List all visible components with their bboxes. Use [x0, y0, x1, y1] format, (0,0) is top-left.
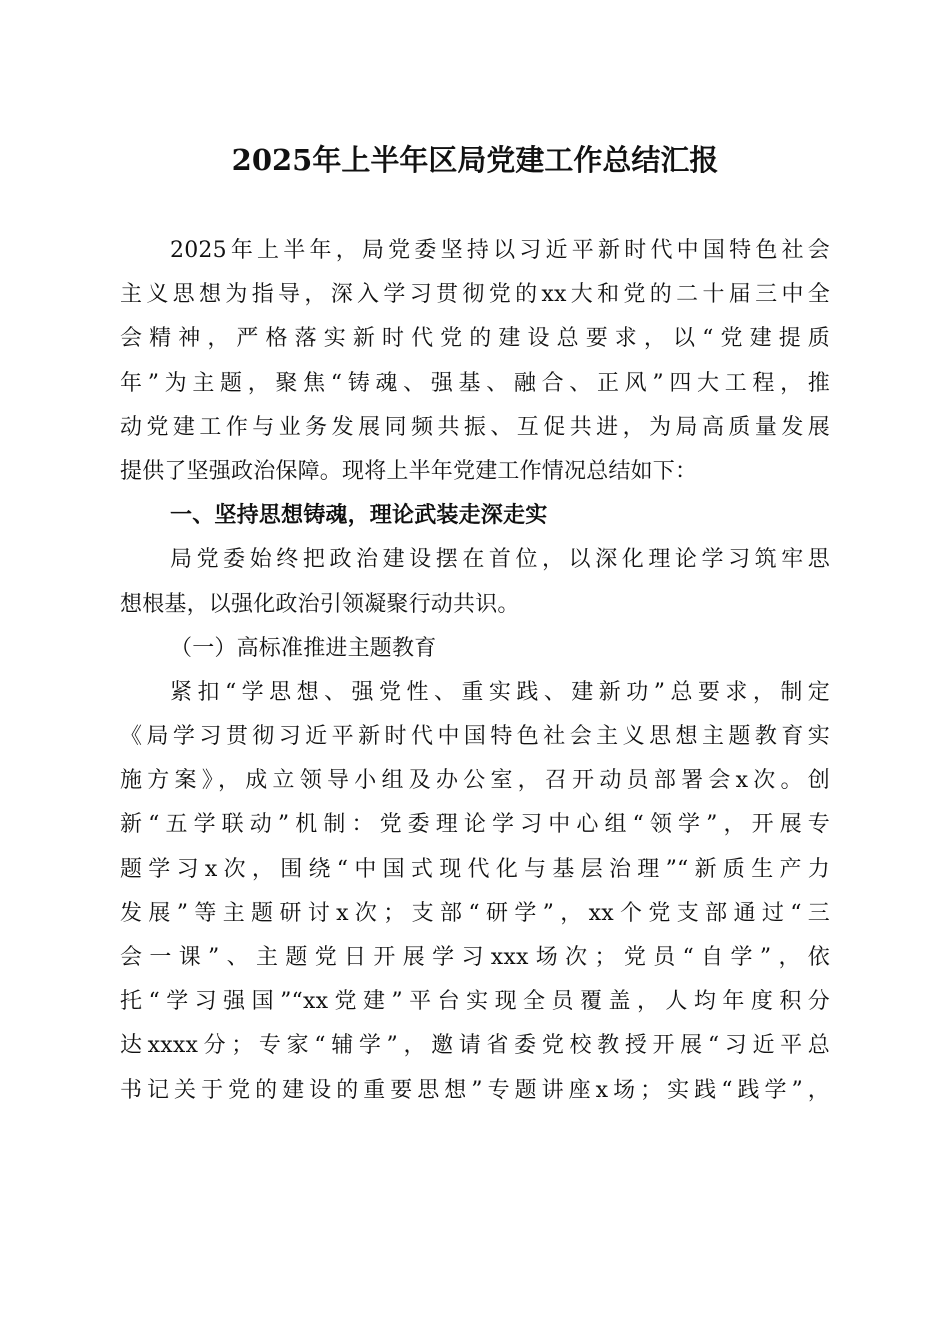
subsection-heading: （一）高标准推进主题教育 [170, 635, 437, 661]
paragraph-line: 提供了坚强政治保障。现将上半年党建工作情况总结如下： [120, 458, 698, 484]
paragraph-line: 局党委始终把政治建设摆在首位，以深化理论学习筑牢思 [170, 547, 830, 573]
document-body [120, 229, 830, 1113]
paragraph-line: 达xxxx分；专家“辅学”，邀请省委党校教授开展“习近平总 [120, 1033, 830, 1059]
document-title: 2025年上半年区局党建工作总结汇报 [231, 143, 719, 177]
paragraph-line: 发展”等主题研讨x次；支部“研学”，xx个党支部通过“三 [120, 900, 830, 926]
paragraph-line: 动党建工作与业务发展同频共振、互促共进，为局高质量发展 [120, 414, 830, 440]
paragraph-line: 2025年上半年，局党委坚持以习近平新时代中国特色社会 [170, 238, 830, 263]
paragraph-line: 施方案》，成立领导小组及办公室，召开动员部署会x次。创 [120, 768, 830, 794]
paragraph-line: 紧扣“学思想、强党性、重实践、建新功”总要求，制定 [170, 679, 830, 705]
paragraph-line: 会一课”、主题党日开展学习xxx场次；党员“自学”，依 [120, 945, 830, 970]
paragraph-line: 主义思想为指导，深入学习贯彻党的xx大和党的二十届三中全 [120, 282, 830, 308]
paragraph-line: 新“五学联动”机制：党委理论学习中心组“领学”，开展专 [120, 812, 830, 838]
paragraph-line: 托“学习强国”“xx党建”平台实现全员覆盖，人均年度积分 [120, 989, 830, 1015]
paragraph-line: 年”为主题，聚焦“铸魂、强基、融合、正风”四大工程，推 [120, 370, 830, 396]
paragraph-line: 想根基，以强化政治引领凝聚行动共识。 [120, 591, 520, 617]
paragraph-line: 《局学习贯彻习近平新时代中国特色社会主义思想主题教育实 [120, 724, 830, 750]
paragraph-line: 书记关于党的建设的重要思想”专题讲座x场；实践“践学”， [120, 1077, 830, 1103]
paragraph-line: 题学习x次，围绕“中国式现代化与基层治理”“新质生产力 [120, 856, 830, 882]
paragraph-line: 会精神，严格落实新时代党的建设总要求，以“党建提质 [120, 326, 830, 352]
section-heading: 一、坚持思想铸魂，理论武装走深走实 [170, 503, 548, 529]
